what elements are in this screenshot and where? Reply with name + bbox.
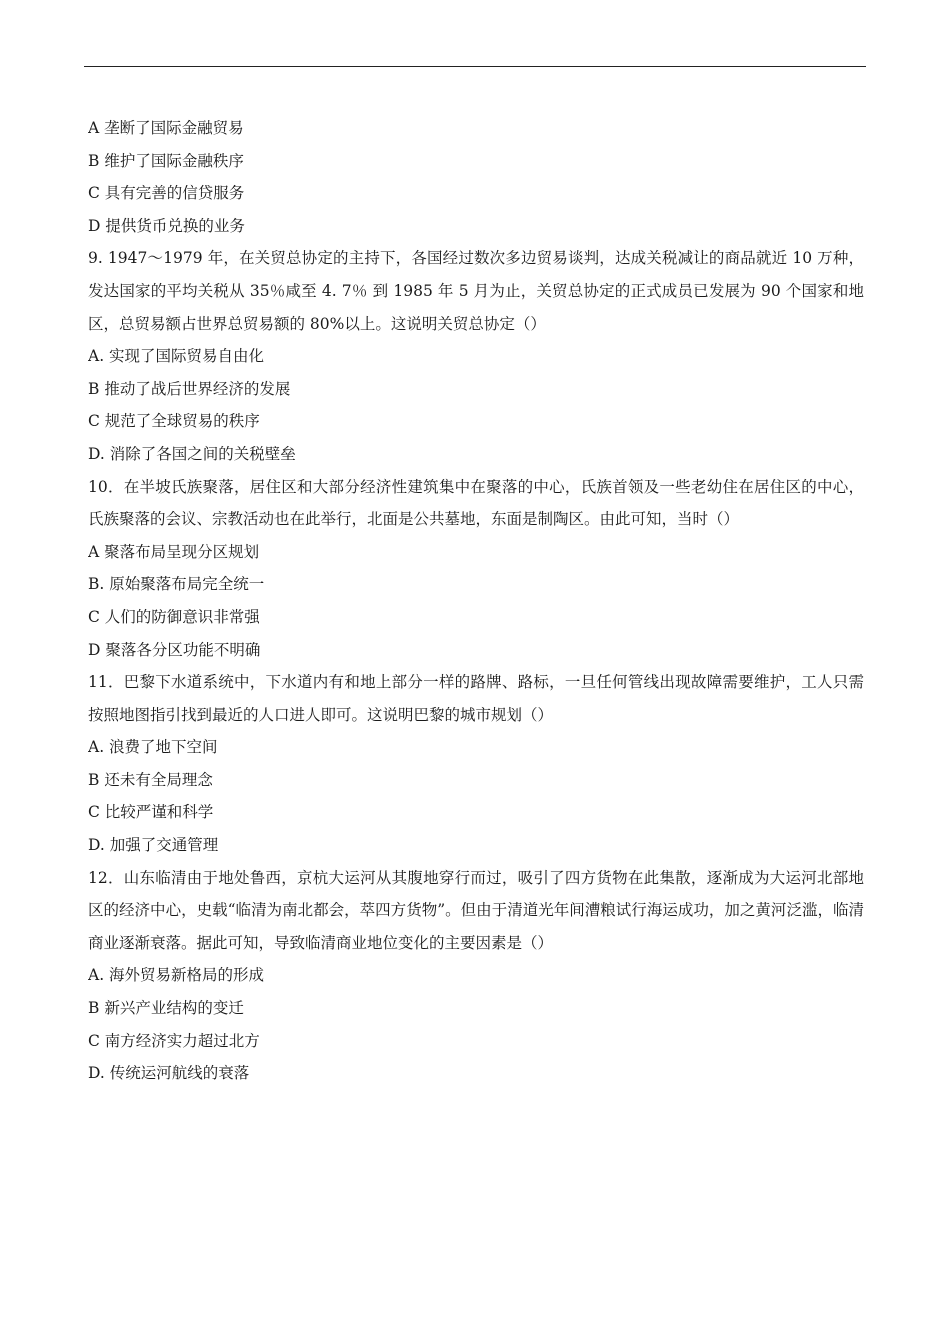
q8-option-c: C 具有完善的信贷服务 xyxy=(88,184,245,203)
q11-option-b: B 还未有全局理念 xyxy=(88,770,213,789)
q10-option-a: A 聚落布局呈现分区规划 xyxy=(88,542,260,561)
q8-option-a: A 垄断了国际金融贸易 xyxy=(88,119,244,137)
q9-option-b: B 推动了战后世界经济的发展 xyxy=(88,379,291,398)
q9-stem: 9. 1947～1979 年，在关贸总协定的主持下，各国经过数次多边贸易谈判，达成关税减让的商品就近 10 万种，发达国家的平均关税从 35％咸至 4. 7％ 到 1985 年 5 月为止，关贸总协定的正式成员已发展为 90 个国家和地区，总贸易额占世界总贸易额的 80%以上。这说明关贸总协定（） xyxy=(88,249,864,333)
q9-option-d: D. 消除了各国之间的关税壁垒 xyxy=(88,444,296,463)
q11-option-d: D. 加强了交通管理 xyxy=(88,836,219,855)
q11-option-c: C 比较严谨和科学 xyxy=(88,803,214,822)
q8-option-d: D 提供货币兑换的业务 xyxy=(88,216,245,235)
q11-stem: 11．巴黎下水道系统中，下水道内有和地上部分一样的路牌、路标，一旦任何管线出现故障需要维护，工人只需按照地图指引找到最近的人口进人即可。这说明巴黎的城市规划（） xyxy=(88,673,864,724)
q12-stem: 12．山东临清由于地处鲁西，京杭大运河从其腹地穿行而过，吸引了四方货物在此集散，逐渐成为大运河北部地区的经济中心，史载“临清为南北都会，萃四方货物”。但由于清道光年间漕粮试行海运成功，加之黄河泛滥，临清商业逐渐衰落。据此可知，导致临清商业地位变化的主要因素是（） xyxy=(88,868,864,952)
q10-option-c: C 人们的防御意识非常强 xyxy=(88,607,260,626)
q8-option-b: B 维护了国际金融秩序 xyxy=(88,151,244,170)
q9-option-a: A. 实现了国际贸易自由化 xyxy=(88,347,265,366)
q11-option-a: A. 浪费了地下空间 xyxy=(88,738,218,757)
q12-option-a: A. 海外贸易新格局的形成 xyxy=(88,966,265,985)
q9-option-c: C 规范了全球贸易的秩序 xyxy=(88,412,260,431)
q12-option-b: B 新兴产业结构的变迁 xyxy=(88,999,244,1018)
header-rule xyxy=(84,66,866,67)
q10-option-d: D 聚落各分区功能不明确 xyxy=(88,640,261,659)
question-content xyxy=(88,112,864,1090)
q10-stem: 10．在半坡氏族聚落，居住区和大部分经济性建筑集中在聚落的中心，氏族首领及一些老幼住在居住区的中心，氏族聚落的会议、宗教活动也在此举行，北面是公共墓地，东面是制陶区。由此可知，当时（） xyxy=(88,477,864,529)
q10-option-b: B. 原始聚落布局完全统一 xyxy=(88,575,265,594)
q12-option-d: D. 传统运河航线的衰落 xyxy=(88,1064,250,1083)
q12-option-c: C 南方经济实力超过北方 xyxy=(88,1031,260,1050)
